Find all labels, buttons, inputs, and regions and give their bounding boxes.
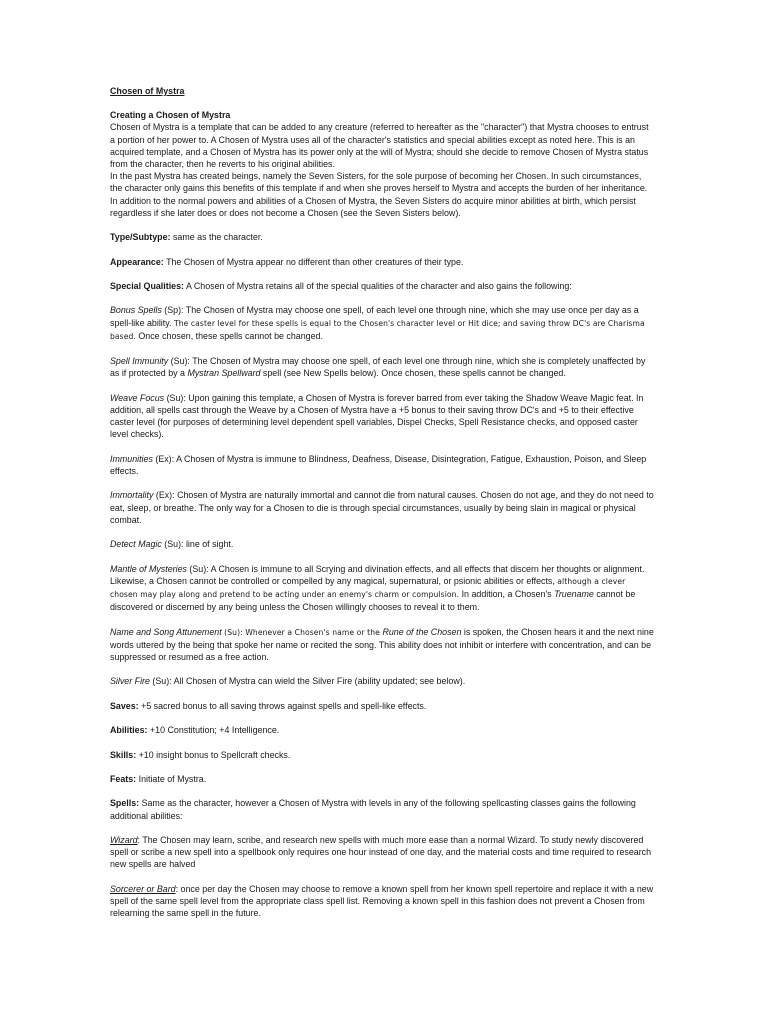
- saves-entry: [110, 700, 655, 712]
- type-subtype-label: Type/Subtype:: [110, 232, 171, 243]
- sorcerer-bard-text: : once per day the Chosen may choose to remove a known spell from her known spell repertoire and replace it with a new spell of the same spell level from the appropriate class spell list. Removing a known spell in this fashion does not prevent a Chosen from relearning the same spell in the future.: [110, 883, 654, 919]
- immortality-entry: [110, 489, 655, 526]
- wizard-name: Wizard: [110, 834, 138, 845]
- feats-label: Feats:: [110, 773, 137, 784]
- immunities-entry: [110, 453, 655, 477]
- appearance-entry: [110, 256, 655, 268]
- type-subtype-entry: [110, 231, 655, 243]
- saves-label: Saves:: [110, 700, 139, 711]
- document-page: [110, 85, 655, 932]
- spell-immunity-text-end: spell (see New Spells below). Once chosen, these spells cannot be changed.: [260, 368, 566, 379]
- abilities-text: +10 Constitution; +4 Intelligence.: [147, 725, 280, 736]
- skills-text: +10 insight bonus to Spellcraft checks.: [136, 749, 291, 760]
- weave-focus-entry: [110, 392, 655, 441]
- name-song-name: Name and Song Attunement: [110, 626, 222, 637]
- mantle-entry: [110, 563, 655, 614]
- spell-immunity-entry: [110, 355, 655, 379]
- special-qualities-label: Special Qualities:: [110, 281, 184, 291]
- mantle-charm-note: although a clever chosen may play along and pretend to be acting under an enemy's charm or compulsion.: [110, 576, 626, 599]
- special-qualities-entry: [110, 280, 655, 292]
- silver-fire-name: Silver Fire: [110, 676, 150, 687]
- mantle-text: (Su): A Chosen is immune to all Scrying and divination effects, and all effects that discern her thoughts or alignment. Likewise, a Chosen cannot be controlled or compelled by any magical, supernatural, or psionic abilities or effects,: [110, 563, 645, 586]
- special-qualities-text: A Chosen of Mystra retains all of the special qualities of the character and also gains the following:: [184, 281, 572, 291]
- spells-label: Spells:: [110, 798, 140, 809]
- immunities-name: Immunities: [110, 453, 153, 464]
- weave-focus-text: (Su): Upon gaining this template, a Chosen of Mystra is forever barred from ever taking the Shadow Weave Magic feat. In addition, all spells cast through the Weave by a Chosen of Mystra have a +5 bonus to their saving throw DC's and +5 to their effective caster level (for purposes of determining level dependent spell variables, Dispel Checks, Spell Resistance checks, and opposed caster level checks).: [110, 392, 644, 440]
- immortality-name: Immortality: [110, 490, 154, 501]
- creating-paragraph-1: Chosen of Mystra is a template that can be added to any creature (referred to hereafter as the "character") that Mystra chooses to entrust a portion of her power to. A Chosen of Mystra uses all of the character's statistics and special abilities except as noted here. This is an acquired template, and a Chosen of Mystra has its power only at the will of Mystra; should she decide to remove Chosen of Mystra status from the character, then he reverts to his original abilities.: [110, 122, 649, 170]
- skills-entry: [110, 749, 655, 761]
- bonus-spells-caster-note: The caster level for these spells is equal to the Chosen's character level or Hit dice; and saving throw DC's are Charisma based.: [110, 318, 645, 341]
- type-subtype-text: same as the character.: [170, 232, 263, 243]
- mantle-name: Mantle of Mysteries: [110, 563, 187, 574]
- abilities-label: Abilities:: [110, 725, 148, 736]
- spell-immunity-spell-name: Mystran Spellward: [187, 368, 261, 379]
- abilities-entry: [110, 724, 655, 736]
- wizard-entry: [110, 834, 655, 871]
- immortality-text: (Ex): Chosen of Mystra are naturally immortal and cannot die from natural causes. Chosen do not age, and they do not need to eat, sleep, or breathe. The only way for a Chosen to die is through special circumstances, usually by being slain in magical or physical combat.: [110, 490, 654, 525]
- appearance-label: Appearance:: [110, 256, 164, 267]
- name-song-rune: Rune of the Chosen: [382, 626, 462, 637]
- mantle-truename: Truename: [554, 588, 594, 599]
- sorcerer-bard-entry: [110, 883, 655, 920]
- creating-paragraph-2: In the past Mystra has created beings, namely the Seven Sisters, for the sole purpose of becoming her Chosen. In such circumstances, the character only gains this benefits of this template if and when she proves herself to Mystra and accepts the burden of her inheritance. In addition to the normal powers and abilities of a Chosen of Mystra, the Seven Sisters do acquire minor abilities at birth, which persist regardless if she later does or does not become a Chosen (see the Seven Sisters below).: [110, 171, 648, 218]
- sorcerer-bard-name: Sorcerer or Bard: [110, 883, 176, 894]
- name-song-text: is spoken, the Chosen hears it and the next nine words uttered by the being that spoke her name or recited the song. This ability does not inhibit or interfere with concentration, and can be suppressed or resumed as a free action.: [110, 626, 654, 662]
- appearance-text: The Chosen of Mystra appear no different than other creatures of their type.: [163, 256, 464, 267]
- spell-immunity-text: (Su): The Chosen of Mystra may choose one spell, of each level one through nine, which she is completely unaffected by as if protected by a: [110, 356, 646, 379]
- bonus-spells-name: Bonus Spells: [110, 305, 162, 316]
- detect-magic-name: Detect Magic: [110, 539, 162, 550]
- section-heading-creating: Creating a Chosen of Mystra: [110, 110, 231, 121]
- bonus-spells-text: (Sp): The Chosen of Mystra may choose one spell, of each level one through nine, which she may use once per day as a spell-like ability.: [110, 305, 639, 328]
- saves-text: +5 sacred bonus to all saving throws against spells and spell-like effects.: [138, 700, 427, 711]
- mantle-text-end: cannot be discovered or discerned by any being unless the Chosen willingly chooses to reveal it to them.: [110, 588, 636, 613]
- silver-fire-entry: [110, 675, 655, 687]
- spell-immunity-name: Spell Immunity: [110, 356, 169, 367]
- skills-label: Skills:: [110, 749, 137, 760]
- spells-text: Same as the character, however a Chosen of Mystra with levels in any of the following spellcasting classes gains the following additional abilities:: [110, 798, 636, 821]
- silver-fire-text: (Su): All Chosen of Mystra can wield the Silver Fire (ability updated; see below).: [149, 676, 466, 687]
- name-song-note: (Su): Whenever a Chosen's name or the: [221, 627, 383, 637]
- detect-magic-text: (Su): line of sight.: [161, 539, 234, 550]
- spells-entry: [110, 797, 655, 821]
- weave-focus-name: Weave Focus: [110, 392, 165, 403]
- feats-text: Initiate of Mystra.: [136, 773, 207, 784]
- feats-entry: [110, 773, 655, 785]
- bonus-spells-text-end: Once chosen, these spells cannot be changed.: [135, 330, 323, 341]
- detect-magic-entry: [110, 538, 655, 550]
- immunities-text: (Ex): A Chosen of Mystra is immune to Blindness, Deafness, Disease, Disintegration, Fatigue, Exhaustion, Poison, and Sleep effects.: [110, 453, 647, 476]
- page-title: Chosen of Mystra: [110, 86, 185, 96]
- wizard-text: : The Chosen may learn, scribe, and research new spells with much more ease than a normal Wizard. To study newly discovered spell or scribe a new spell into a spellbook only requires one hour instead of one day, and the material costs and time required to research new spells are halved: [110, 834, 652, 870]
- mantle-text-mid: In addition, a Chosen's: [459, 588, 555, 599]
- bonus-spells-entry: [110, 304, 655, 343]
- name-song-entry: [110, 626, 655, 664]
